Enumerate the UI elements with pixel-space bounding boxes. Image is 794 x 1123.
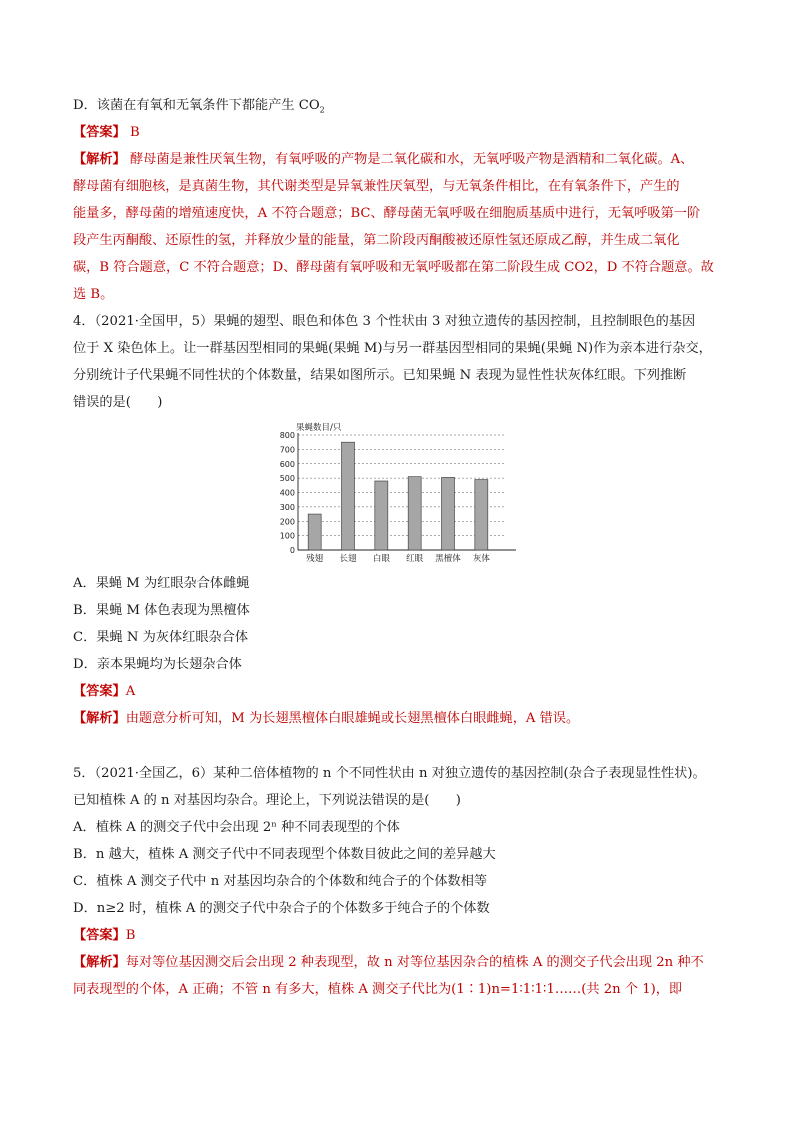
q3-analysis-line-1: 【解析】 酵母菌是兼性厌氧生物，有氧呼吸的产物是二氧化碳和水，无氧呼吸产物是酒精和二氧化碳。A、: [73, 152, 694, 167]
y-tick-label: 200: [279, 517, 295, 527]
y-tick-label: 0: [289, 546, 295, 555]
q4-option-b: B．果蝇 M 体色表现为黑檀体: [73, 603, 250, 618]
bar-0: [308, 514, 321, 550]
q4-answer: 【答案】A: [73, 684, 136, 699]
x-tick-label: 黑檀体: [435, 554, 461, 564]
y-tick-label: 500: [279, 474, 295, 484]
q5-option-c: C．植株 A 测交子代中 n 对基因均杂合的个体数和纯合子的个体数相等: [73, 874, 488, 889]
x-tick-label: 红眼: [406, 554, 424, 564]
x-tick-label: 长翅: [339, 554, 357, 564]
fruitfly-bar-chart: [268, 420, 520, 568]
q5-stem-line-2: 已知植株 A 的 n 对基因均杂合。理论上，下列说法错误的是( ): [73, 793, 461, 808]
y-tick-label: 100: [279, 531, 295, 541]
q3-analysis-line-2: 酵母菌有细胞核，是真菌生物，其代谢类型是异氧兼性厌氧型，与无氧条件相比，在有氧条件下，产生的: [73, 179, 680, 194]
bar-5: [475, 480, 488, 550]
bar-2: [375, 481, 388, 550]
bar-4: [442, 477, 455, 550]
y-tick-label: 600: [279, 459, 295, 469]
q4-stem-line-4: 错误的是( ): [73, 395, 163, 410]
bar-1: [342, 442, 355, 550]
q4-analysis: 【解析】由题意分析可知，M 为长翅黑檀体白眼雄蝇或长翅黑檀体白眼雌蝇，A 错误。: [73, 711, 580, 726]
q3-analysis-line-4: 段产生丙酮酸、还原性的氢，并释放少量的能量，第二阶段丙酮酸被还原性氢还原成乙醇，并生成二氧化: [73, 233, 680, 248]
x-tick-label: 灰体: [472, 554, 490, 564]
q5-stem-line-1: 5．（2021·全国乙，6）某种二倍体植物的 n 个不同性状由 n 对独立遗传的基因控制(杂合子表现显性性状)。: [73, 766, 706, 781]
q4-stem-line-1: 4．（2021·全国甲，5）果蝇的翅型、眼色和体色 3 个性状由 3 对独立遗传的基因控制，且控制眼色的基因: [73, 314, 696, 329]
q3-answer: 【答案】 B: [73, 125, 140, 140]
q5-option-a: A．植株 A 的测交子代中会出现 2ⁿ 种不同表现型的个体: [73, 820, 400, 835]
q5-analysis-line-1: 【解析】每对等位基因测交后会出现 2 种表现型，故 n 对等位基因杂合的植株 A 的测交子代会出现 2n 种不: [73, 955, 704, 970]
q4-option-d: D．亲本果蝇均为长翅杂合体: [73, 657, 242, 672]
x-tick-label: 白眼: [372, 554, 390, 564]
q4-option-a: A．果蝇 M 为红眼杂合体雌蝇: [73, 576, 250, 591]
q3-analysis-line-5: 碳，B 符合题意，C 不符合题意；D、酵母菌有氧呼吸和无氧呼吸都在第二阶段生成 CO2，D 不符合题意。故: [73, 260, 714, 275]
x-tick-label: 残翅: [306, 554, 324, 564]
q5-analysis-line-2: 同表现型的个体，A 正确；不管 n 有多大，植株 A 测交子代比为(1∶1)n=1∶1∶1∶1……(共 2n 个 1)，即: [73, 982, 683, 997]
q4-stem-line-3: 分别统计子代果蝇不同性状的个体数量，结果如图所示。已知果蝇 N 表现为显性性状灰体红眼。下列推断: [73, 368, 687, 383]
q5-option-d: D．n≥2 时，植株 A 的测交子代中杂合子的个体数多于纯合子的个体数: [73, 901, 490, 916]
y-tick-label: 300: [279, 502, 295, 512]
q4-stem-line-2: 位于 X 染色体上。让一群基因型相同的果蝇(果蝇 M)与另一群基因型相同的果蝇(果蝇 N)作为亲本进行杂交，: [73, 341, 712, 356]
q3-option-d: D．该菌在有氧和无氧条件下都能产生 $CO_2$: [73, 98, 325, 115]
y-tick-label: 800: [279, 431, 295, 440]
q5-option-b: B．n 越大，植株 A 测交子代中不同表现型个体数目彼此之间的差异越大: [73, 847, 496, 862]
y-axis-label: 果蝇数目/只: [296, 423, 342, 433]
q5-answer: 【答案】B: [73, 928, 136, 943]
y-tick-label: 700: [279, 445, 295, 455]
q3-analysis-line-6: 选 B。: [73, 287, 114, 302]
q4-option-c: C．果蝇 N 为灰体红眼杂合体: [73, 630, 249, 645]
q3-analysis-line-3: 能量多，酵母菌的增殖速度快，A 不符合题意；BC、酵母菌无氧呼吸在细胞质基质中进行，无氧呼吸第一阶: [73, 206, 701, 221]
y-tick-label: 400: [279, 488, 295, 498]
bar-3: [408, 477, 421, 550]
